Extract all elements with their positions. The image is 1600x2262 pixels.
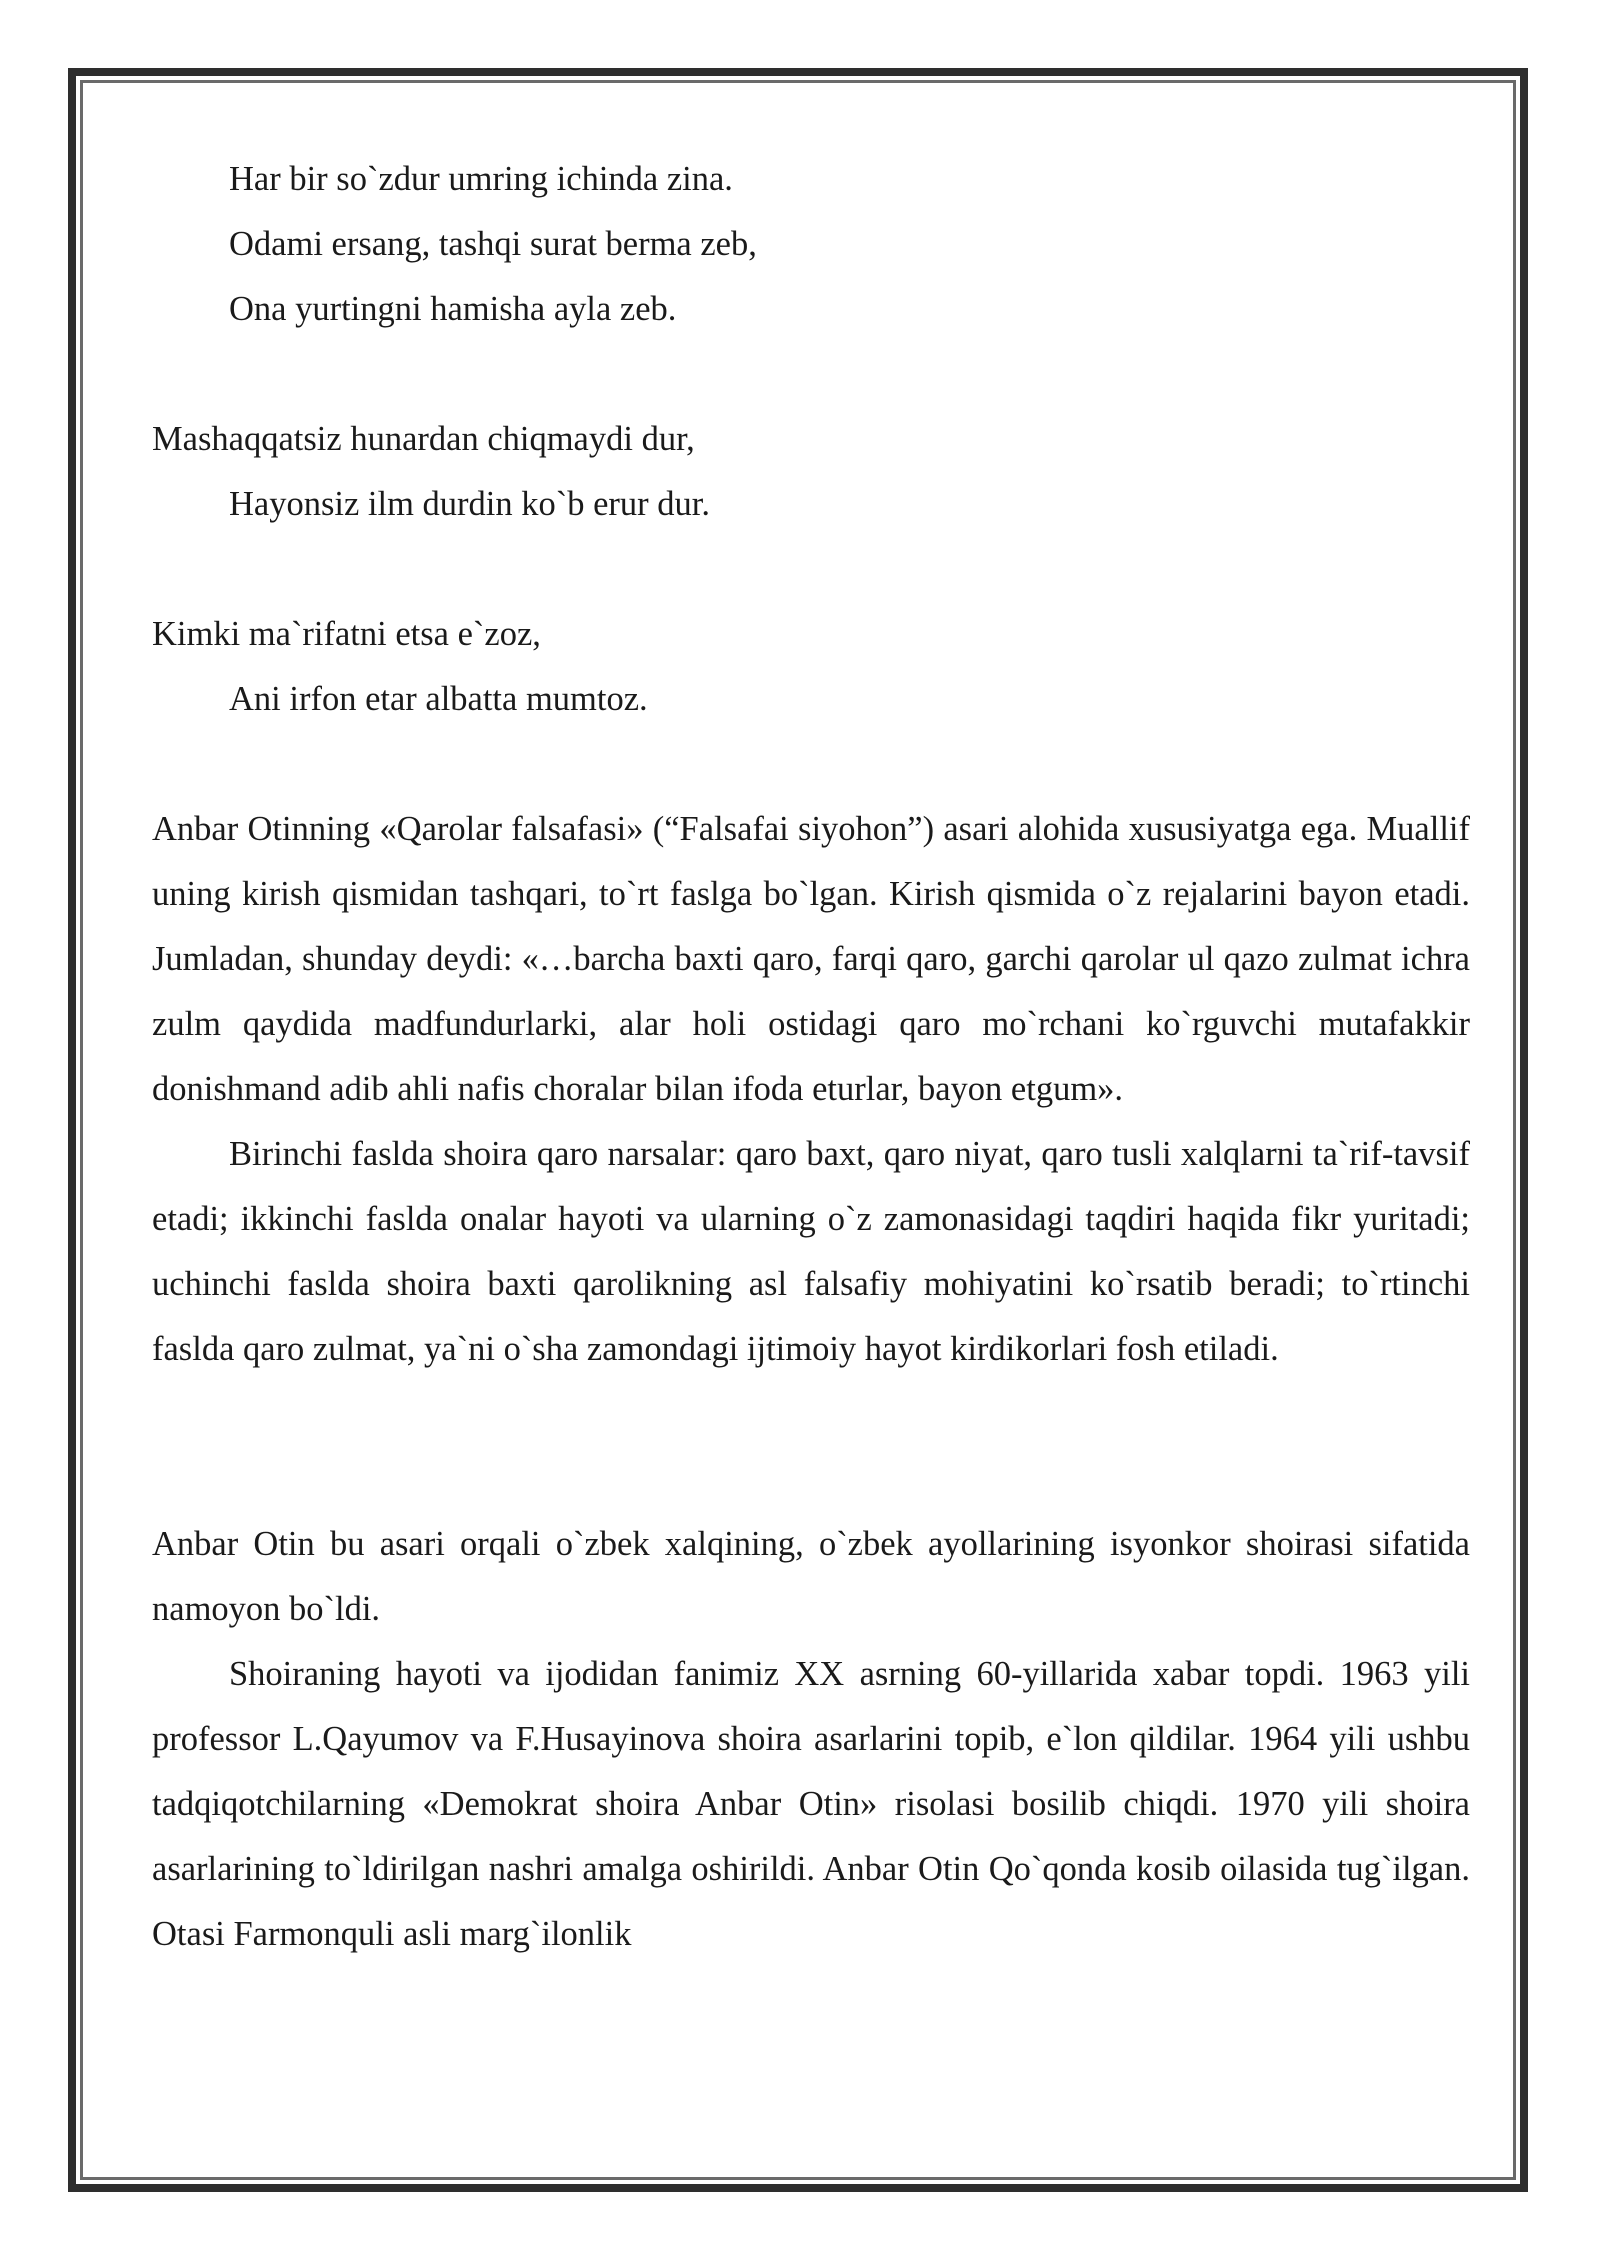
poem-line: Ani irfon etar albatta mumtoz.: [229, 680, 648, 718]
paragraph-qarolar-falsafasi: Anbar Otinning «Qarolar falsafasi» (“Falsafai siyohon”) asari alohida xususiyatga ega. Muallif uning kirish qismidan tashqari, to`rt faslga bo`lgan. Kirish qismida o`z rejalarini bayon etadi. Jumladan, shunday deydi: «…barcha baxti qaro, farqi qaro, garchi qarolar ul qazo zulmat ichra zulm qaydida madfundurlarki, alar holi ostidagi qaro mo`rchani ko`rguvchi mutafakkir donishmand adib ahli nafis choralar bilan ifoda eturlar, bayon etgum».: [152, 810, 1470, 1108]
paragraph-shoira-hayoti: Shoiraning hayoti va ijodidan fanimiz XX asrning 60-yillarida xabar topdi. 1963 yili professor L.Qayumov va F.Husayinova shoira asarlarini topib, e`lon qildilar. 1964 yili ushbu tadqiqotchilarning «Demokrat shoira Anbar Otin» risolasi bosilib chiqdi. 1970 yili shoira asarlarining to`ldirilgan nashri amalga oshirildi. Anbar Otin Qo`qonda kosib oilasida tug`ilgan. Otasi Farmonquli asli marg`ilonlik: [152, 1655, 1470, 1953]
poem-stanza-1: [152, 147, 1470, 342]
stanza-gap: [152, 537, 1470, 602]
poem-stanza-2: [152, 407, 1470, 537]
poem-line: Ona yurtingni hamisha ayla zeb.: [229, 290, 677, 328]
poem-line: Odami ersang, tashqi surat berma zeb,: [229, 225, 757, 263]
poem-line: Har bir so`zdur umring ichinda zina.: [229, 160, 733, 198]
poem-line: Mashaqqatsiz hunardan chiqmaydi dur,: [152, 420, 695, 458]
stanza-gap: [152, 732, 1470, 797]
stanza-gap: [152, 342, 1470, 407]
document-body: [152, 147, 1470, 1967]
poem-line: Kimki ma`rifatni etsa e`zoz,: [152, 615, 541, 653]
poem-stanza-3: [152, 602, 1470, 732]
poem-line: Hayonsiz ilm durdin ko`b erur dur.: [229, 485, 710, 523]
section-gap: [152, 1382, 1470, 1512]
paragraph-isyonkor-shoira: Anbar Otin bu asari orqali o`zbek xalqining, o`zbek ayollarining isyonkor shoirasi sifatida namoyon bo`ldi.: [152, 1525, 1470, 1628]
paragraph-fasllar: Birinchi faslda shoira qaro narsalar: qaro baxt, qaro niyat, qaro tusli xalqlarni ta`rif-tavsif etadi; ikkinchi faslda onalar hayoti va ularning o`z zamonasidagi taqdiri haqida fikr yuritadi; uchinchi faslda shoira baxti qarolikning asl falsafiy mohiyatini ko`rsatib beradi; to`rtinchi faslda qaro zulmat, ya`ni o`sha zamondagi ijtimoiy hayot kirdikorlari fosh etiladi.: [152, 1135, 1470, 1368]
